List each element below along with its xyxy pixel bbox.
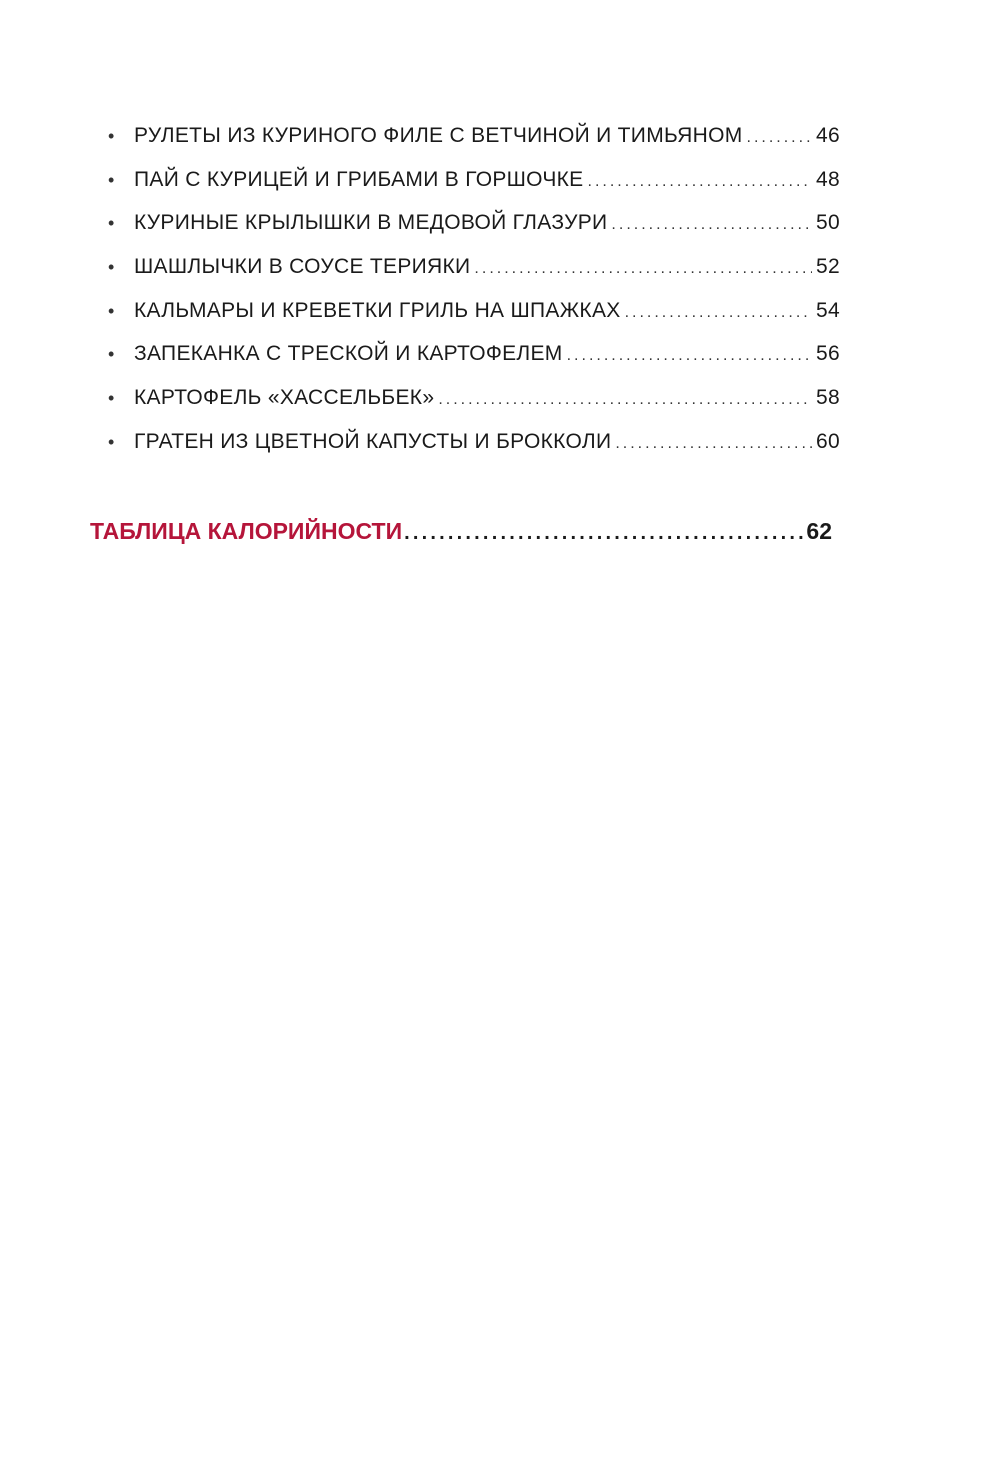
dot-leader <box>438 391 812 409</box>
bullet-icon: • <box>108 257 115 278</box>
toc-entry-title: ШАШЛЫЧКИ В СОУСЕ ТЕРИЯКИ <box>134 255 471 279</box>
dot-leader <box>588 173 813 191</box>
toc-entry-title: КАРТОФЕЛЬ «ХАССЕЛЬБЕК» <box>134 386 435 410</box>
toc-entry-page: 52 <box>816 255 840 279</box>
toc-entry-page: 46 <box>816 124 840 147</box>
toc-entry-title: ПАЙ С КУРИЦЕЙ И ГРИБАМИ В ГОРШОЧКЕ <box>134 167 584 191</box>
toc-entry-page: 48 <box>816 167 840 191</box>
toc-entry-title: РУЛЕТЫ ИЗ КУРИНОГО ФИЛЕ С ВЕТЧИНОЙ И ТИМЬЯНОМ <box>134 124 743 147</box>
toc-entry-title: ЗАПЕКАНКА С ТРЕСКОЙ И КАРТОФЕЛЕМ <box>134 342 563 366</box>
toc-entry-page: 60 <box>816 429 840 453</box>
toc-entry-page: 50 <box>816 211 840 235</box>
toc-entry-title: КАЛЬМАРЫ И КРЕВЕТКИ ГРИЛЬ НА ШПАЖКАХ <box>134 298 621 322</box>
toc-entry[interactable] <box>108 124 840 168</box>
dot-leader <box>474 260 812 278</box>
toc-entry[interactable] <box>108 430 840 474</box>
dot-leader <box>567 347 812 365</box>
table-of-contents <box>108 124 840 474</box>
toc-entry-title: ГРАТЕН ИЗ ЦВЕТНОЙ КАПУСТЫ И БРОККОЛИ <box>134 429 612 453</box>
bullet-icon: • <box>108 344 115 365</box>
dot-leader <box>404 522 804 545</box>
toc-entry-page: 56 <box>816 342 840 366</box>
toc-entry[interactable] <box>108 299 840 343</box>
bullet-icon: • <box>108 169 115 190</box>
bullet-icon: • <box>108 300 115 321</box>
toc-entry[interactable] <box>108 342 840 386</box>
bullet-icon: • <box>108 388 115 409</box>
toc-entry[interactable] <box>108 168 840 212</box>
toc-entry[interactable] <box>108 386 840 430</box>
toc-entry-title: КУРИНЫЕ КРЫЛЫШКИ В МЕДОВОЙ ГЛАЗУРИ <box>134 211 608 235</box>
toc-entry[interactable] <box>108 211 840 255</box>
toc-section-calorie-table[interactable] <box>90 518 832 545</box>
dot-leader <box>747 129 813 147</box>
section-title: ТАБЛИЦА КАЛОРИЙНОСТИ <box>90 518 403 544</box>
toc-entry[interactable] <box>108 255 840 299</box>
dot-leader <box>625 304 812 322</box>
toc-entry-page: 58 <box>816 386 840 410</box>
bullet-icon: • <box>108 126 115 146</box>
dot-leader <box>611 216 812 234</box>
dot-leader <box>615 435 812 453</box>
bullet-icon: • <box>108 431 115 452</box>
bullet-icon: • <box>108 213 115 234</box>
toc-entry-page: 54 <box>816 298 840 322</box>
section-page: 62 <box>806 518 832 544</box>
